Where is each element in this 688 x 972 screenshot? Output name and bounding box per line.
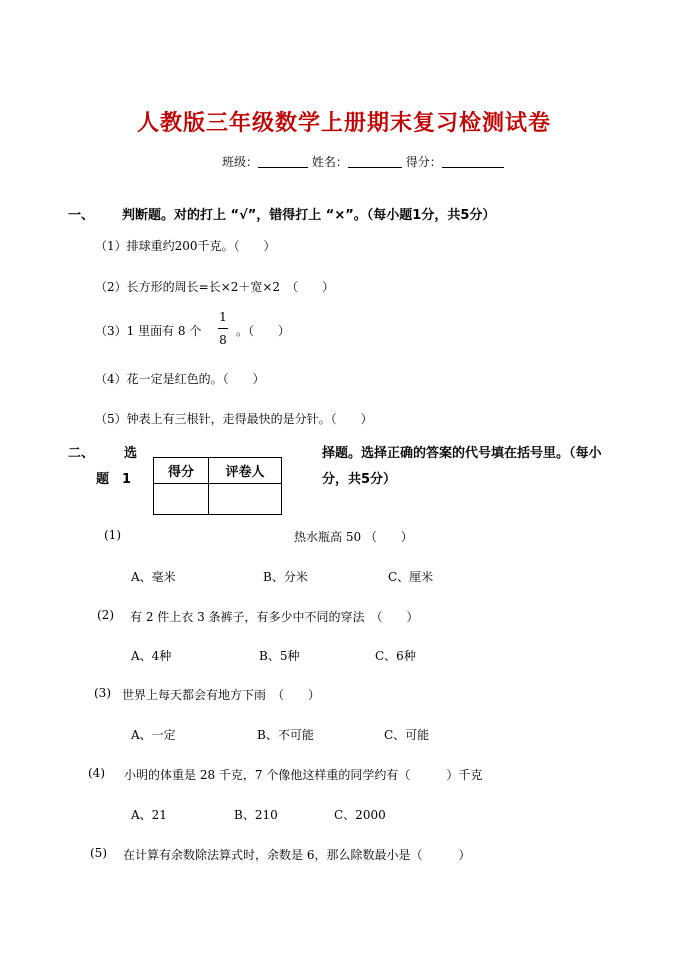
section1-number: 一、	[68, 208, 95, 223]
section2-number: 二、	[68, 446, 95, 461]
section2-heading-line1: 择题。选择正确的答案的代号填在括号里。（每小	[322, 446, 602, 461]
fraction-numerator: 1	[219, 310, 227, 324]
class-label: 班级：	[222, 155, 259, 169]
score-table-header-score: 得分	[154, 458, 209, 484]
fraction-bar	[218, 328, 228, 329]
s2-question-1-num: (1)	[104, 528, 121, 542]
s1-question-4: （4）花一定是红色的。（ ）	[95, 372, 265, 386]
name-blank	[348, 155, 402, 168]
s2-question-4-num: (4)	[88, 766, 105, 780]
s1-question-3-suffix: 。（ ）	[236, 324, 291, 338]
s2-q1-option-c: C、厘米	[388, 570, 434, 584]
section2-heading-line2: 分，共5分）	[322, 472, 397, 487]
s2-question-3-text: 世界上每天都会有地方下雨 （ ）	[122, 688, 321, 702]
s2-q1-option-a: A、毫米	[131, 570, 176, 584]
score-table-cell-score[interactable]	[154, 484, 209, 515]
s1-question-1: （1）排球重约200千克。（ ）	[95, 239, 276, 253]
score-label: 得分：	[405, 155, 442, 169]
s2-question-5-num: (5)	[90, 846, 107, 860]
s2-q2-option-a: A、4种	[131, 649, 172, 663]
section2-heading-part2: 题 1	[96, 472, 132, 487]
score-table-header-grader: 评卷人	[209, 458, 282, 484]
s2-q2-option-b: B、5种	[259, 649, 300, 663]
score-table-cell-grader[interactable]	[209, 484, 282, 515]
s2-q4-option-b: B、210	[234, 808, 278, 822]
s2-question-2-num: (2)	[97, 608, 114, 622]
page-title: 人教版三年级数学上册期末复习检测试卷	[136, 111, 551, 136]
s2-q3-option-b: B、不可能	[257, 728, 314, 742]
class-blank	[258, 155, 308, 168]
s1-question-2: （2）长方形的周长=长×2＋宽×2 （ ）	[95, 280, 335, 294]
s2-question-5-text: 在计算有余数除法算式时，余数是 6，那么除数最小是（ ）	[123, 848, 471, 862]
s2-q4-option-c: C、2000	[334, 808, 386, 822]
s2-question-4-text: 小明的体重是 28 千克，7 个像他这样重的同学约有（ ）千克	[124, 768, 483, 782]
s1-question-3: （3）1 里面有 8 个	[95, 324, 202, 338]
s2-question-1-text: 热水瓶高 50 （ ）	[294, 530, 413, 544]
s1-question-3-fraction	[216, 310, 230, 347]
s1-question-5: （5）钟表上有三根针，走得最快的是分针。（ ）	[95, 412, 373, 426]
s2-q3-option-c: C、可能	[384, 728, 430, 742]
fraction-denominator: 8	[219, 333, 227, 347]
s2-question-2-text: 有 2 件上衣 3 条裤子，有多少中不同的穿法 （ ）	[130, 610, 419, 624]
s2-question-3-num: (3)	[94, 686, 111, 700]
s2-q2-option-c: C、6种	[375, 649, 416, 663]
score-table	[153, 457, 282, 515]
name-label: 姓名：	[311, 155, 348, 169]
section1-heading: 判断题。对的打上 “√”，错得打上 “×”。（每小题1分，共5分）	[122, 208, 496, 223]
score-blank	[442, 155, 504, 168]
s2-q3-option-a: A、一定	[131, 728, 176, 742]
info-line	[222, 153, 504, 170]
s2-q1-option-b: B、分米	[263, 570, 308, 584]
section2-heading-part1: 选	[124, 446, 138, 461]
s2-q4-option-a: A、21	[131, 808, 167, 822]
